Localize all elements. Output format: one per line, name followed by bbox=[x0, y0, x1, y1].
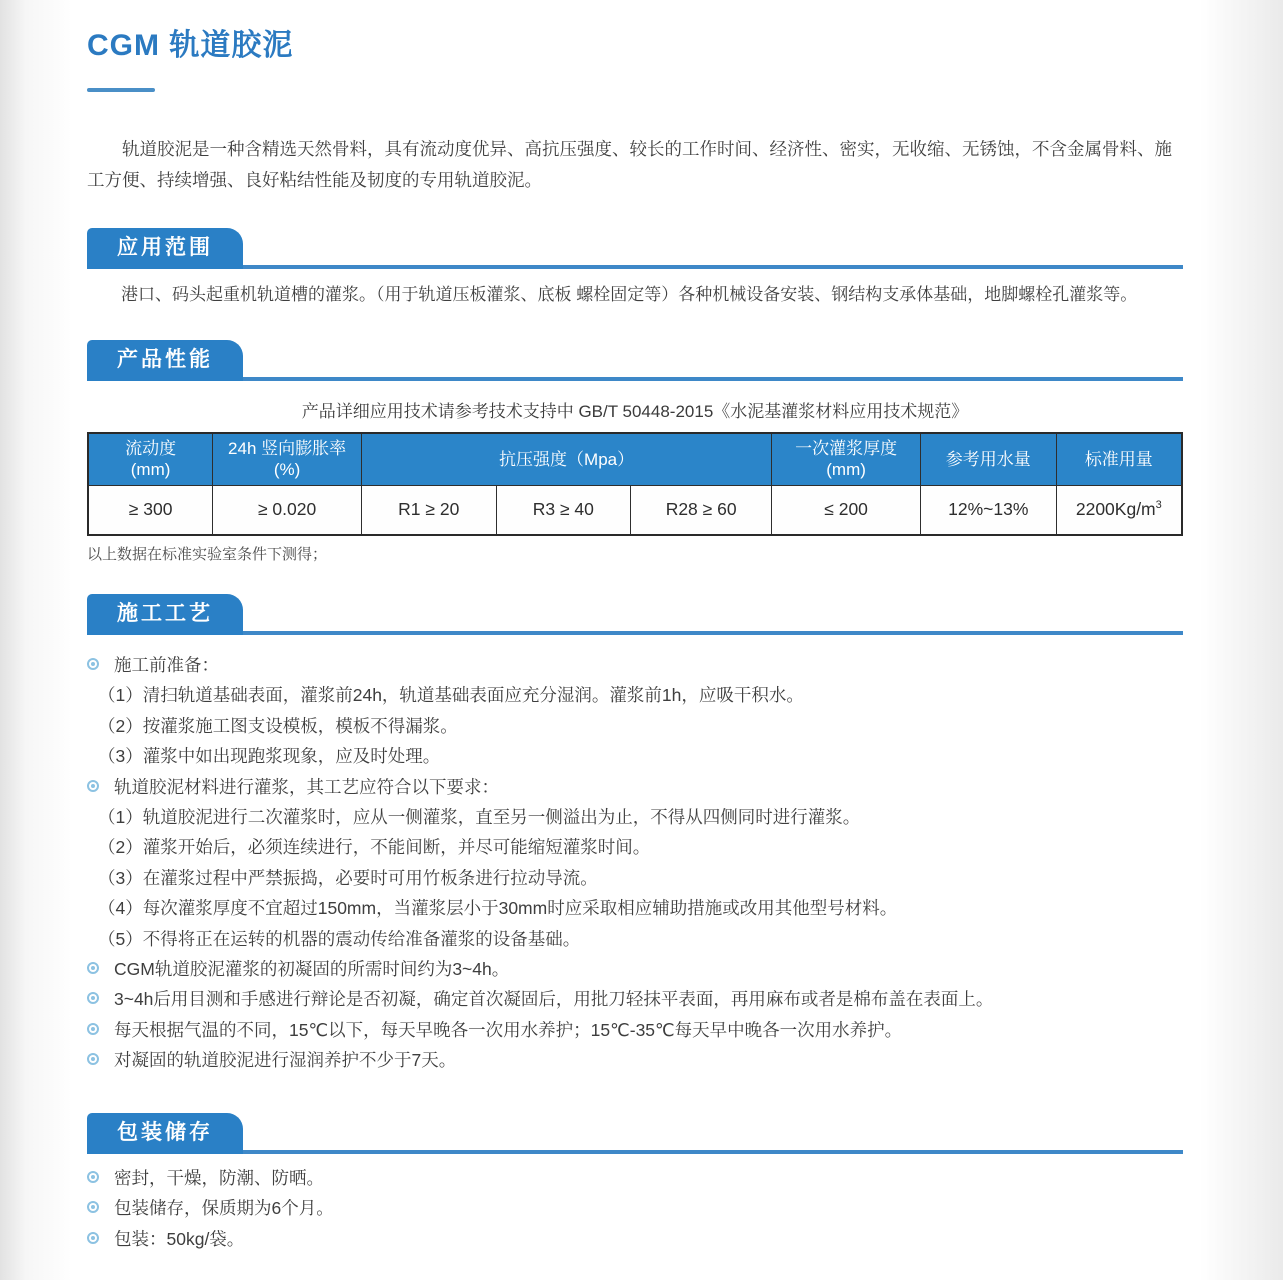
ring-bullet-icon bbox=[87, 1023, 99, 1035]
col-header-usage: 标准用量 bbox=[1056, 433, 1182, 485]
cell-r28: R28 ≥ 60 bbox=[631, 485, 772, 535]
list-item: （5）不得将正在运转的机器的震动传给准备灌浆的设备基础。 bbox=[98, 928, 581, 949]
list-item: （4）每次灌浆厚度不宜超过150mm，当灌浆层小于30mm时应采取相应辅助措施或改用其他型号材料。 bbox=[98, 898, 898, 919]
ring-bullet-icon bbox=[87, 1201, 99, 1213]
list-item: （2）灌浆开始后，必须连续进行，不能间断，并尽可能缩短灌浆时间。 bbox=[98, 837, 651, 858]
section-header-performance bbox=[87, 340, 1183, 381]
page-title: CGM 轨道胶泥 bbox=[87, 29, 294, 62]
section-tab-performance: 产品性能 bbox=[87, 340, 243, 381]
packaging-list bbox=[87, 1163, 1183, 1254]
col-header-compressive: 抗压强度（Mpa） bbox=[361, 433, 771, 485]
section-header-packaging bbox=[87, 1113, 1183, 1154]
cell-flow: ≥ 300 bbox=[88, 485, 213, 535]
col-header-expansion: 24h 竖向膨胀率 (%) bbox=[213, 433, 362, 485]
intro-paragraph: 轨道胶泥是一种含精选天然骨料，具有流动度优异、高抗压强度、较长的工作时间、经济性、密实，无收缩、无锈蚀，不含金属骨料、施工方便、持续增强、良好粘结性能及韧度的专用轨道胶泥。 bbox=[87, 139, 1172, 190]
cell-usage: $2200Kg/m^3$ bbox=[1056, 485, 1182, 535]
col-header-flow: 流动度 (mm) bbox=[88, 433, 213, 485]
list-item: 对凝固的轨道胶泥进行湿润养护不少于7天。 bbox=[87, 1045, 1183, 1075]
ring-bullet-icon bbox=[87, 1232, 99, 1244]
title-underline bbox=[87, 88, 155, 92]
cell-r1: R1 ≥ 20 bbox=[361, 485, 496, 535]
application-body: 港口、码头起重机轨道槽的灌浆。（用于轨道压板灌浆、底板 螺栓固定等）各种机械设备安装、钢结构支承体基础，地脚螺栓孔灌浆等。 bbox=[121, 285, 1138, 304]
section-tab-application: 应用范围 bbox=[87, 228, 243, 269]
cell-r3: R3 ≥ 40 bbox=[496, 485, 631, 535]
ring-bullet-icon bbox=[87, 658, 99, 670]
list-item: （1）轨道胶泥进行二次灌浆时，应从一侧灌浆，直至另一侧溢出为止，不得从四侧同时进行灌浆。 bbox=[98, 807, 861, 828]
cell-expansion: ≥ 0.020 bbox=[213, 485, 362, 535]
performance-footnote: 以上数据在标准实验室条件下测得； bbox=[87, 546, 328, 563]
performance-note: 产品详细应用技术请参考技术支持中 GB/T 50448-2015《水泥基灌浆材料应用技术规范》 bbox=[301, 402, 969, 421]
list-item: CGM轨道胶泥灌浆的初凝固的所需时间约为3~4h。 bbox=[87, 954, 1183, 984]
ring-bullet-icon bbox=[87, 1053, 99, 1065]
list-item: 包装：50kg/袋。 bbox=[87, 1224, 1183, 1254]
col-header-water: 参考用水量 bbox=[920, 433, 1056, 485]
ring-bullet-icon bbox=[87, 780, 99, 792]
section-header-construction bbox=[87, 594, 1183, 635]
table-header-row bbox=[88, 433, 1182, 485]
section-header-application bbox=[87, 228, 1183, 269]
cell-water: 12%~13% bbox=[920, 485, 1056, 535]
col-header-thickness: 一次灌浆厚度 (mm) bbox=[772, 433, 921, 485]
ring-bullet-icon bbox=[87, 1171, 99, 1183]
table-value-row bbox=[88, 485, 1182, 535]
list-item: （2）按灌浆施工图支设模板，模板不得漏浆。 bbox=[98, 715, 458, 736]
cell-thickness: ≤ 200 bbox=[772, 485, 921, 535]
list-item: 轨道胶泥材料进行灌浆，其工艺应符合以下要求： bbox=[87, 772, 1183, 802]
list-item: 施工前准备： bbox=[87, 650, 1183, 680]
ring-bullet-icon bbox=[87, 992, 99, 1004]
list-item: （3）灌浆中如出现跑浆现象，应及时处理。 bbox=[98, 746, 441, 767]
list-item: （1）清扫轨道基础表面，灌浆前24h，轨道基础表面应充分湿润。灌浆前1h，应吸干积水。 bbox=[98, 685, 804, 706]
construction-list bbox=[87, 650, 1183, 1076]
ring-bullet-icon bbox=[87, 962, 99, 974]
list-item: 包装储存，保质期为6个月。 bbox=[87, 1193, 1183, 1223]
section-tab-construction: 施工工艺 bbox=[87, 594, 243, 635]
list-item: 每天根据气温的不同，15℃以下，每天早晚各一次用水养护；15℃-35℃每天早中晚各一次用水养护。 bbox=[87, 1015, 1183, 1045]
list-item: （3）在灌浆过程中严禁振捣，必要时可用竹板条进行拉动导流。 bbox=[98, 867, 598, 888]
list-item: 密封，干燥，防潮、防晒。 bbox=[87, 1163, 1183, 1193]
section-tab-packaging: 包装储存 bbox=[87, 1113, 243, 1154]
list-item: 3~4h后用目测和手感进行辩论是否初凝，确定首次凝固后，用批刀轻抹平表面，再用麻布或者是棉布盖在表面上。 bbox=[87, 984, 1183, 1014]
performance-table bbox=[87, 432, 1183, 536]
